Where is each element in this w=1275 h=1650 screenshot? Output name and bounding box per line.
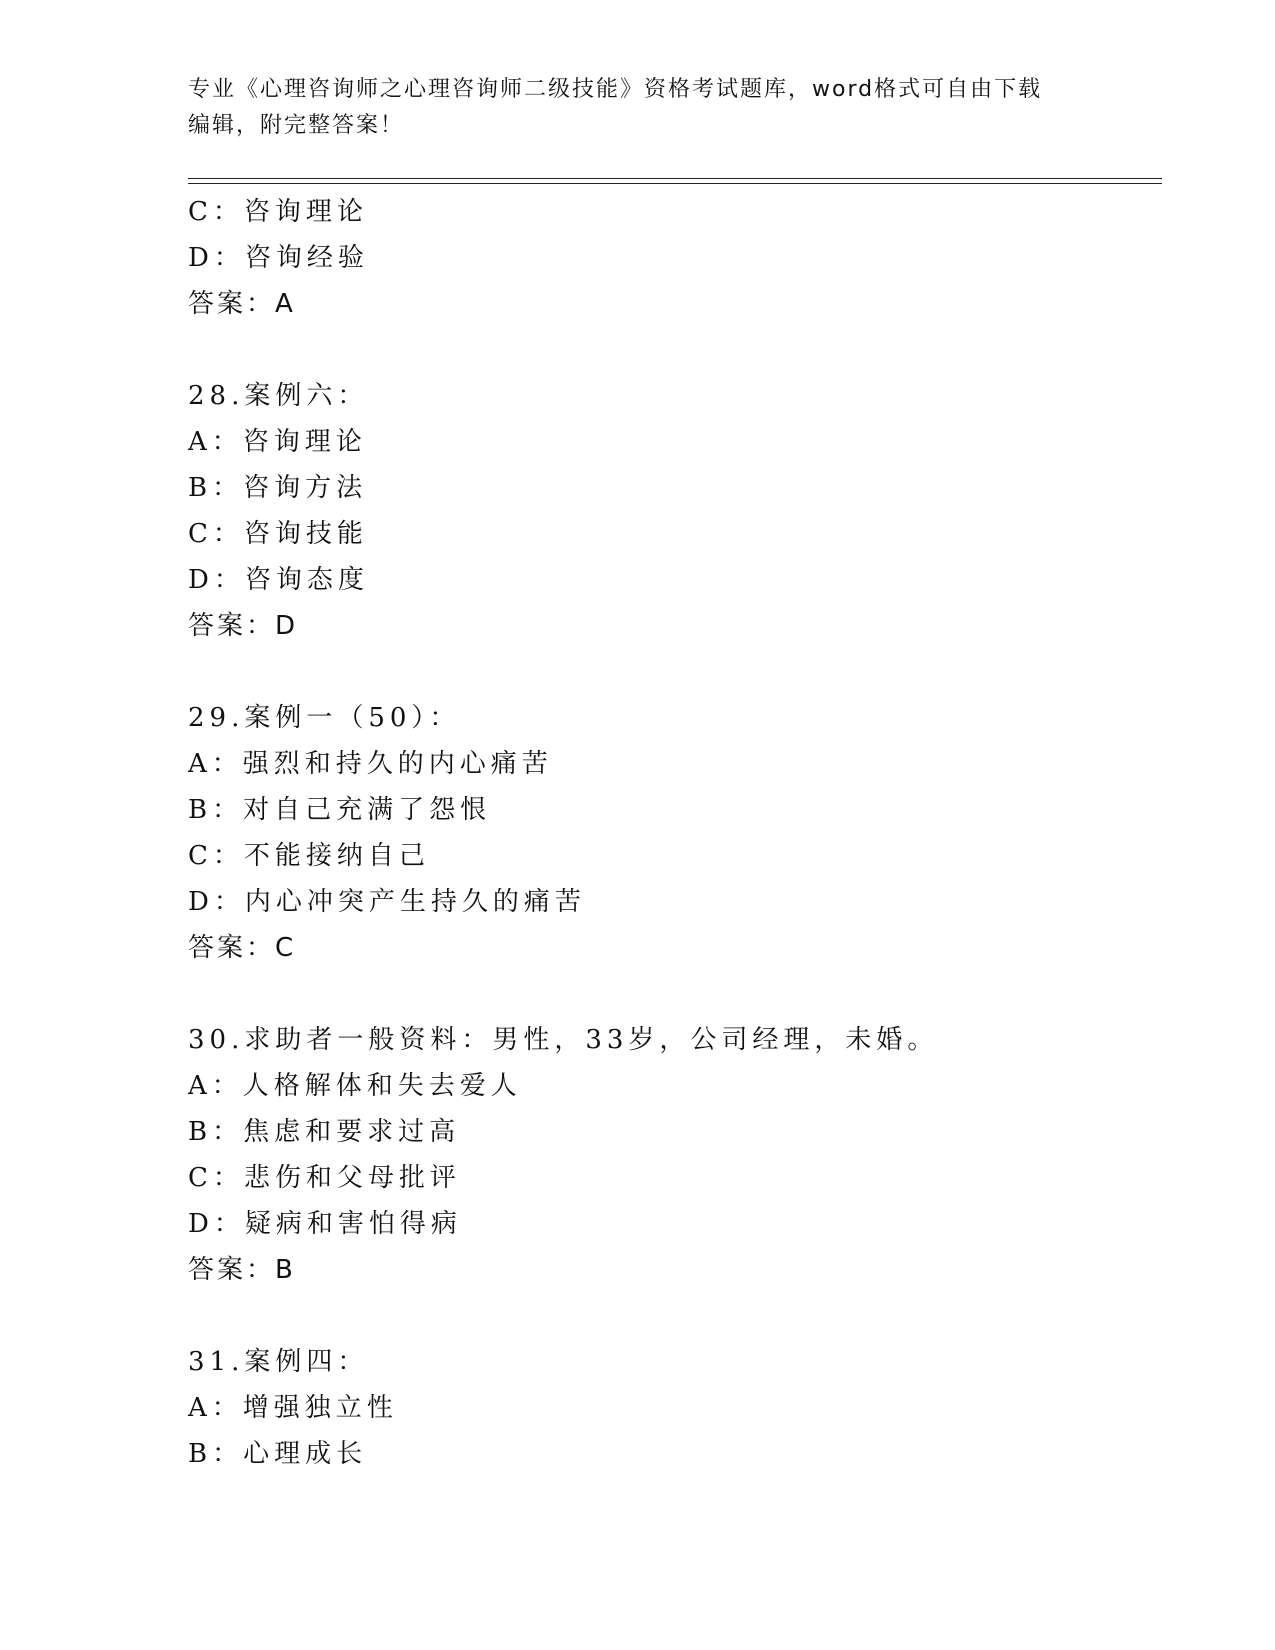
answer-line: 答案：C [188, 933, 297, 963]
question-block-31 [188, 1339, 1162, 1477]
header-rule-bottom [188, 183, 1162, 184]
option-d: D：疑病和害怕得病 [188, 1209, 462, 1239]
question-title: 31.案例四： [188, 1347, 369, 1377]
question-block-29 [188, 695, 1162, 971]
option-d: D：咨询态度 [188, 565, 369, 595]
option-c: C：不能接纳自己 [188, 841, 430, 871]
spacer [188, 649, 1162, 695]
option-a: A：强烈和持久的内心痛苦 [188, 749, 553, 779]
option-b: B：咨询方法 [188, 473, 368, 503]
option-d: D：咨询经验 [188, 243, 369, 273]
question-block-28 [188, 373, 1162, 649]
answer-line: 答案：A [188, 289, 296, 319]
document-header [188, 72, 1088, 144]
answer-line: 答案：D [188, 611, 299, 641]
option-c: C：悲伤和父母批评 [188, 1163, 461, 1193]
question-title: 29.案例一（50）： [188, 703, 461, 733]
question-block-30 [188, 1017, 1162, 1293]
spacer [188, 327, 1162, 373]
option-c: C：咨询理论 [188, 197, 368, 227]
header-line-1: 专业《心理咨询师之心理咨询师二级技能》资格考试题库，word格式可自由下载 [188, 77, 1043, 102]
question-title: 28.案例六： [188, 381, 369, 411]
question-block-27 [188, 189, 1162, 327]
option-d: D：内心冲突产生持久的痛苦 [188, 887, 586, 917]
question-list [188, 189, 1162, 1477]
header-line-2: 编辑，附完整答案！ [188, 113, 405, 138]
option-a: A：增强独立性 [188, 1393, 398, 1423]
option-b: B：焦虑和要求过高 [188, 1117, 461, 1147]
option-a: A：人格解体和失去爱人 [188, 1071, 522, 1101]
spacer [188, 971, 1162, 1017]
option-a: A：咨询理论 [188, 427, 367, 457]
header-rule-top [188, 178, 1162, 179]
answer-line: 答案：B [188, 1255, 296, 1285]
question-title: 30.求助者一般资料：男性，33岁，公司经理，未婚。 [188, 1025, 939, 1055]
option-b: B：对自己充满了怨恨 [188, 795, 492, 825]
option-b: B：心理成长 [188, 1439, 368, 1469]
option-c: C：咨询技能 [188, 519, 368, 549]
spacer [188, 1293, 1162, 1339]
